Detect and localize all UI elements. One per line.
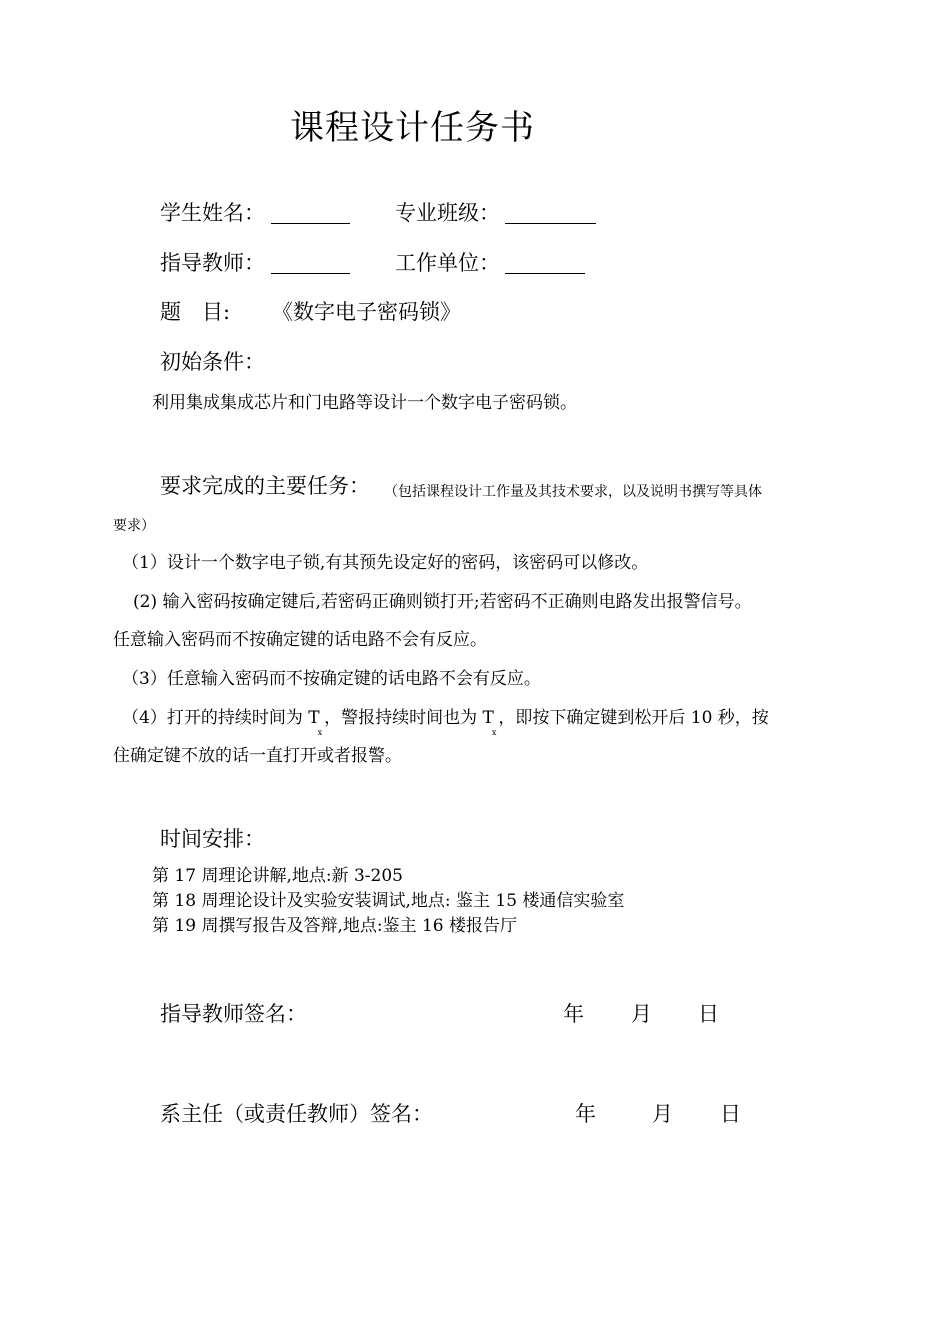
task-item-4-cont: 住确定键不放的话一直打开或者报警。 — [113, 746, 402, 766]
student-name-blank — [271, 203, 350, 224]
work-unit-blank — [505, 253, 585, 274]
tasks-heading: 要求完成的主要任务： — [160, 474, 370, 498]
head-sign-month: 月 — [652, 1102, 673, 1126]
student-name-label: 学生姓名： — [160, 201, 265, 225]
task-item-4-part-c: ，即按下确定键到松开后 10 秒，按 — [498, 708, 769, 728]
advisor-sign-year: 年 — [563, 1002, 584, 1026]
task-item-2-cont: 任意输入密码而不按确定键的话电路不会有反应。 — [113, 630, 487, 650]
head-sign-year: 年 — [575, 1102, 596, 1126]
task-item-4-part-a: （4）打开的持续时间为 T — [122, 708, 320, 728]
schedule-line: 第 19 周撰写报告及答辩,地点:鉴主 16 楼报告厅 — [152, 916, 518, 936]
schedule-line: 第 18 周理论设计及实验安装调试,地点: 鉴主 15 楼通信实验室 — [152, 891, 625, 911]
initial-conditions-heading: 初始条件： — [160, 350, 265, 374]
task-item-4-part-b: ，警报持续时间也为 T — [324, 708, 494, 728]
initial-conditions-text: 利用集成集成芯片和门电路等设计一个数字电子密码锁。 — [152, 393, 577, 413]
task-item-4 — [122, 703, 769, 737]
topic-label: 题 目: — [160, 300, 231, 324]
advisor-signature-label: 指导教师签名： — [160, 1002, 307, 1026]
document-title: 课程设计任务书 — [290, 108, 535, 148]
advisor-sign-day: 日 — [698, 1002, 719, 1026]
subscript-x: x — [317, 728, 323, 737]
major-class-label: 专业班级： — [395, 201, 500, 225]
schedule-line: 第 17 周理论讲解,地点:新 3-205 — [152, 866, 403, 886]
advisor-sign-month: 月 — [631, 1002, 652, 1026]
schedule-list — [152, 864, 624, 939]
task-item-1: （1）设计一个数字电子锁,有其预先设定好的密码，该密码可以修改。 — [122, 553, 649, 573]
task-item-3: （3）任意输入密码而不按确定键的话电路不会有反应。 — [122, 669, 541, 689]
subscript-x: x — [491, 728, 497, 737]
advisor-label: 指导教师： — [160, 251, 265, 275]
topic-value: 《数字电子密码锁》 — [272, 300, 461, 324]
department-head-signature-label: 系主任（或责任教师）签名： — [160, 1102, 433, 1126]
schedule-heading: 时间安排： — [160, 827, 265, 851]
tasks-note: （包括课程设计工作量及其技术要求，以及说明书撰写等具体 — [384, 484, 762, 500]
head-sign-day: 日 — [720, 1102, 741, 1126]
major-class-blank — [505, 203, 596, 224]
advisor-blank — [271, 253, 350, 274]
work-unit-label: 工作单位： — [395, 251, 500, 275]
task-item-2: (2) 输入密码按确定键后,若密码正确则锁打开;若密码不正确则电路发出报警信号。 — [133, 592, 752, 612]
tasks-note-cont: 要求） — [113, 518, 155, 534]
